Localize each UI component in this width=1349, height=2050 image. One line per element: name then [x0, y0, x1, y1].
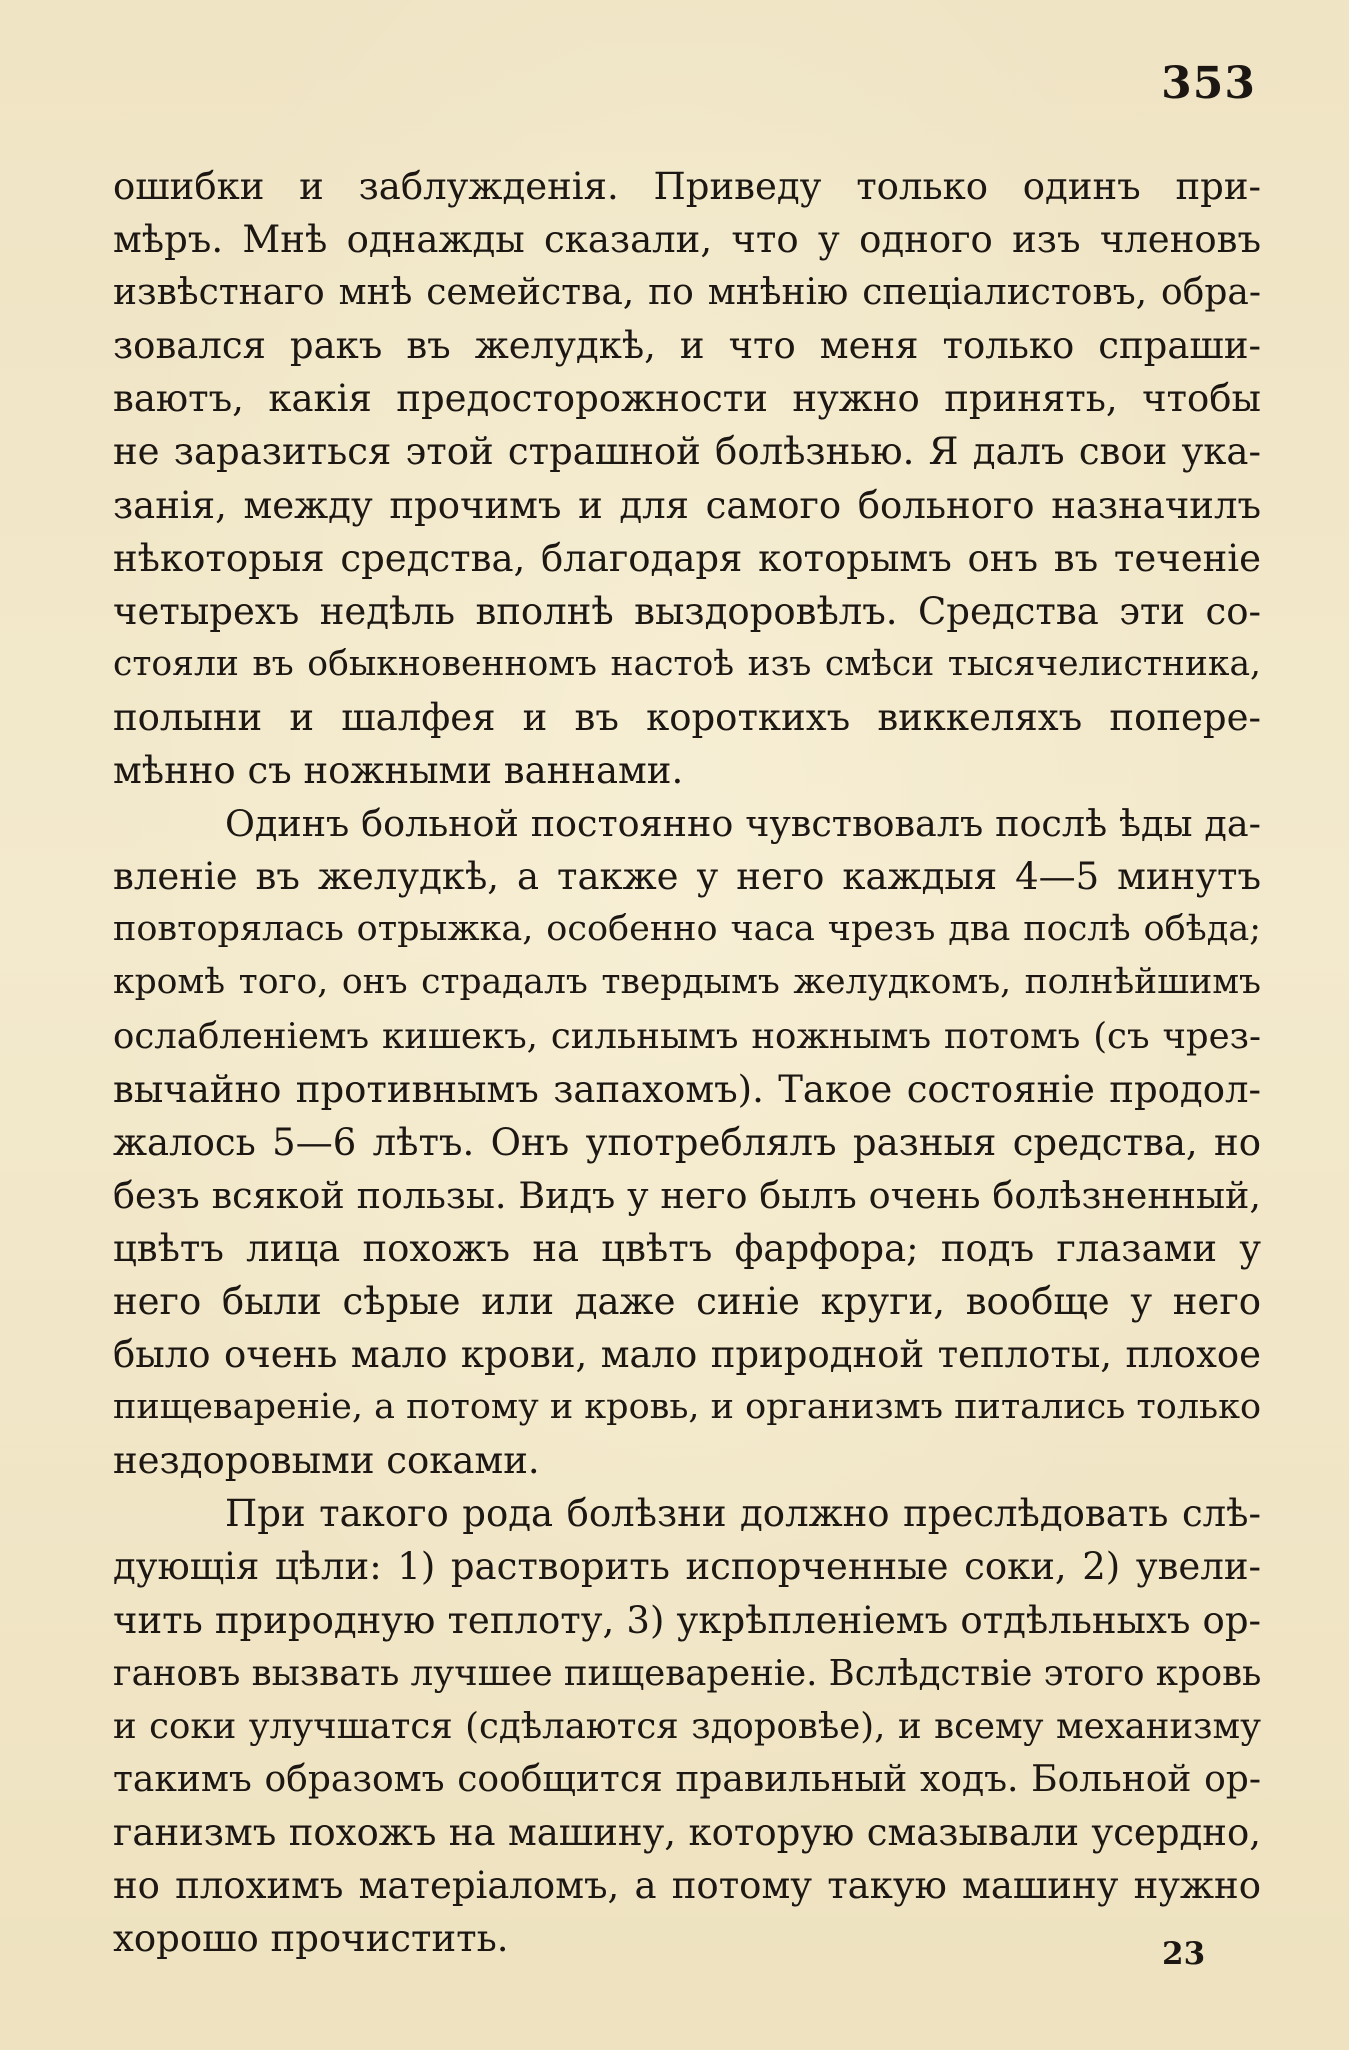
text-line: чить природную теплоту, 3) укрѣпленіемъ отдѣльныхъ ор-: [113, 1598, 1261, 1642]
text-line: нѣкоторыя средства, благодаря которымъ онъ въ теченіе: [113, 536, 1261, 580]
text-line: было очень мало крови, мало природной теплоты, плохое: [113, 1333, 1261, 1377]
text-line: ваютъ, какія предосторожности нужно принять, чтобы: [113, 377, 1261, 421]
text-line: полыни и шалфея и въ короткихъ виккеляхъ попере-: [113, 695, 1261, 739]
text-line: дующія цѣли: 1) растворить испорченные соки, 2) увели-: [113, 1545, 1261, 1589]
page-number: 353: [1161, 58, 1256, 109]
text-line: извѣстнаго мнѣ семейства, по мнѣнію спеціалистовъ, обра-: [113, 272, 1261, 314]
text-line: и соки улучшатся (сдѣлаются здоровѣе), и всему механизму: [113, 1705, 1261, 1747]
text-line: вычайно противнымъ запахомъ). Такое состояніе продол-: [113, 1067, 1261, 1111]
text-line: мѣнно съ ножными ваннами.: [113, 749, 684, 793]
text-line: пищевареніе, а потому и кровь, и организмъ питались только: [113, 1387, 1261, 1428]
text-line: вленіе въ желудкѣ, а также у него каждыя 4—5 минутъ: [113, 855, 1261, 899]
text-line: занія, между прочимъ и для самого больного назначилъ: [113, 483, 1261, 527]
text-line: такимъ образомъ сообщится правильный ходъ. Больной ор-: [113, 1758, 1261, 1800]
body-text: [113, 160, 1261, 1965]
text-line: мѣръ. Мнѣ однажды сказали, что у одного изъ членовъ: [113, 218, 1261, 262]
text-line: хорошо прочистить.: [113, 1917, 509, 1961]
text-line: четырехъ недѣль вполнѣ выздоровѣлъ. Средства эти со-: [113, 589, 1261, 633]
text-line: ослабленіемъ кишекъ, сильнымъ ножнымъ потомъ (съ чрез-: [113, 1015, 1261, 1057]
text-line: ганизмъ похожъ на машину, которую смазывали усердно,: [113, 1810, 1261, 1854]
text-line: повторялась отрыжка, особенно часа чрезъ два послѣ обѣда;: [113, 909, 1261, 950]
text-line: жалось 5—6 лѣтъ. Онъ употреблялъ разныя средства, но: [113, 1120, 1261, 1164]
paragraph-first-line: Одинъ больной постоянно чувствовалъ послѣ ѣды да-: [225, 802, 1261, 846]
text-line: цвѣтъ лица похожъ на цвѣтъ фарфора; подъ глазами у: [113, 1226, 1261, 1270]
text-line: безъ всякой пользы. Видъ у него былъ очень болѣзненный,: [113, 1173, 1261, 1217]
text-line: не заразиться этой страшной болѣзнью. Я далъ свои ука-: [113, 430, 1261, 474]
signature-mark: 23: [1162, 1936, 1206, 1972]
text-line: нездоровыми соками.: [113, 1439, 540, 1483]
text-line: ошибки и заблужденія. Приведу только одинъ при-: [113, 165, 1261, 208]
text-line: но плохимъ матеріаломъ, а потому такую машину нужно: [113, 1864, 1261, 1907]
text-line: стояли въ обыкновенномъ настоѣ изъ смѣси тысячелистника,: [113, 643, 1261, 684]
paragraph-first-line: При такого рода болѣзни должно преслѣдовать слѣ-: [225, 1492, 1261, 1536]
text-line: гановъ вызвать лучшее пищевареніе. Вслѣдствіе этого кровь: [113, 1652, 1261, 1694]
text-line: него были сѣрые или даже синіе круги, вообще у него: [113, 1279, 1261, 1323]
text-line: зовался ракъ въ желудкѣ, и что меня только спраши-: [113, 324, 1261, 368]
text-line: кромѣ того, онъ страдалъ твердымъ желудкомъ, полнѣйшимъ: [113, 962, 1261, 1003]
